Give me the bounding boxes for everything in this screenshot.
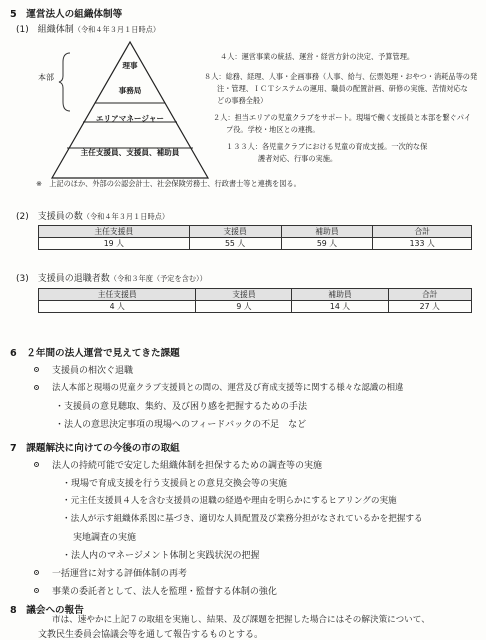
table-header-row xyxy=(39,226,472,238)
table-cell: 133 人 xyxy=(373,238,472,250)
desc-staff-line1: １３３人：各児童クラブにおける児童の育成支援。一次的な保 xyxy=(226,142,428,151)
external-partners-note: ※ 上記のほか、外部の公認会計士、社会保険労務士、行政書士等と連携を図る。 xyxy=(36,179,301,188)
action-survey: 法人の持続可能で安定した組織体制を担保するための調査等の実施 xyxy=(52,461,323,471)
pyramid-level-jimukyoku: 事務局 xyxy=(118,86,142,95)
bullet-icon xyxy=(34,462,39,467)
table-cell: 14 人 xyxy=(292,301,388,313)
table-cell: 27 人 xyxy=(388,301,472,313)
table-header-cell: 主任支援員 xyxy=(39,226,190,238)
report-paragraph-line1: 市は、速やかに上記７の取組を実施し、結果、及び課題を把握した場合にはその解決策について、 xyxy=(52,615,430,625)
issue-retirement: 支援員の相次ぐ退職 xyxy=(52,366,134,376)
subsection-1-date: （令和４年３月１日時点） xyxy=(73,25,161,34)
subsection-2-label: (2) 支援員の数 xyxy=(16,212,83,222)
desc-riji: ４人：運営事業の統括、運営・経営方針の決定、予算管理。 xyxy=(220,52,415,61)
bullet-icon xyxy=(34,385,39,390)
table-cell: 59 人 xyxy=(281,238,373,250)
desc-area-line1: ２人：担当エリアの児童クラブをサポート。現場で働く支援員と本部を繋ぐパイ xyxy=(213,113,472,122)
pyramid-level-riji: 理事 xyxy=(122,61,138,70)
desc-jimukyoku-line1: ８人：総務、経理、人事・企画事務（人事、給与、伝票処理・おやつ・消耗品等の発 xyxy=(204,72,478,81)
subsection-3-date: （令和３年度（予定を含む）） xyxy=(109,274,207,283)
table-header-cell: 支援員 xyxy=(189,226,281,238)
section-6-title: 6 ２年間の法人運営で見えてきた課題 xyxy=(10,348,180,359)
table-header-cell: 主任支援員 xyxy=(39,289,196,301)
issue-perception-gap: 法人本部と現場の児童クラブ支援員との間の、運営及び育成支援等に関する様々な認識の相違 xyxy=(52,382,404,392)
desc-jimukyoku-line2: 注・管理、ＩＣＴシステムの運用、職員の配置計画、研修の実施、苦情対応な xyxy=(217,84,468,93)
subsection-3-title xyxy=(16,271,207,284)
section-7-title: 7 課題解決に向けての今後の市の取組 xyxy=(10,443,180,454)
table-header-cell: 補助員 xyxy=(281,226,373,238)
staff-count-table xyxy=(38,225,472,250)
table-cell: 4 人 xyxy=(39,301,196,313)
report-paragraph-line2: 文教民生委員会協議会等を通して報告するものとする。 xyxy=(38,630,264,640)
action-detail-3a: ・法人が示す組織体系図に基づき、適切な人員配置及び業務分担がなされているかを把握する xyxy=(62,514,423,524)
table-header-cell: 支援員 xyxy=(196,289,292,301)
section-5-title: 5 運営法人の組織体制等 xyxy=(10,9,123,20)
subsection-2-title xyxy=(16,209,169,222)
section-8-title: 8 議会への報告 xyxy=(10,605,84,616)
issue-detail-1: ・支援員の意見聴取、集約、及び困り感を把握するための手法 xyxy=(55,402,308,412)
honbu-label: 本部 xyxy=(38,73,54,82)
issue-detail-2: ・法人の意思決定事項の現場へのフィードバックの不足 など xyxy=(55,420,307,430)
bullet-icon xyxy=(34,588,39,593)
subsection-3-label: (3) 支援員の退職者数 xyxy=(16,274,110,284)
table-row xyxy=(39,238,472,250)
desc-area-line2: プ役。学校・地区との連携。 xyxy=(226,125,320,134)
desc-jimukyoku-line3: どの事務全般） xyxy=(217,96,268,105)
desc-staff-line2: 護者対応、行事の実施。 xyxy=(258,154,338,163)
retirement-count-table xyxy=(38,288,472,313)
action-detail-1: ・現場で育成支援を行う支援員との意見交換会等の実施 xyxy=(62,479,288,489)
subsection-1-label: (1) 組織体制 xyxy=(16,25,74,35)
action-detail-4: ・法人内のマネージメント体制と実践状況の把握 xyxy=(62,551,260,561)
subsection-1-title xyxy=(16,22,160,35)
bullet-icon xyxy=(34,367,39,372)
subsection-2-date: （令和４年３月１日時点） xyxy=(82,212,170,221)
action-detail-3b: 実地調査の実施 xyxy=(73,533,137,543)
pyramid-level-area-manager: エリアマネージャー xyxy=(95,114,165,123)
table-header-cell: 合計 xyxy=(388,289,472,301)
action-detail-2: ・元主任支援員４人を含む支援員の退職の経過や理由を明らかにするヒアリングの実施 xyxy=(62,496,397,506)
table-row xyxy=(39,301,472,313)
action-evaluation: 一括運営に対する評価体制の再考 xyxy=(52,569,188,579)
table-header-cell: 合計 xyxy=(373,226,472,238)
table-cell: 55 人 xyxy=(189,238,281,250)
table-header-cell: 補助員 xyxy=(292,289,388,301)
table-header-row xyxy=(39,289,472,301)
pyramid-level-staff: 主任支援員、支援員、補助員 xyxy=(80,148,180,157)
bullet-icon xyxy=(34,570,39,575)
table-cell: 9 人 xyxy=(196,301,292,313)
action-oversight: 事業の委託者として、法人を監理・監督する体制の強化 xyxy=(52,587,277,597)
table-cell: 19 人 xyxy=(39,238,190,250)
